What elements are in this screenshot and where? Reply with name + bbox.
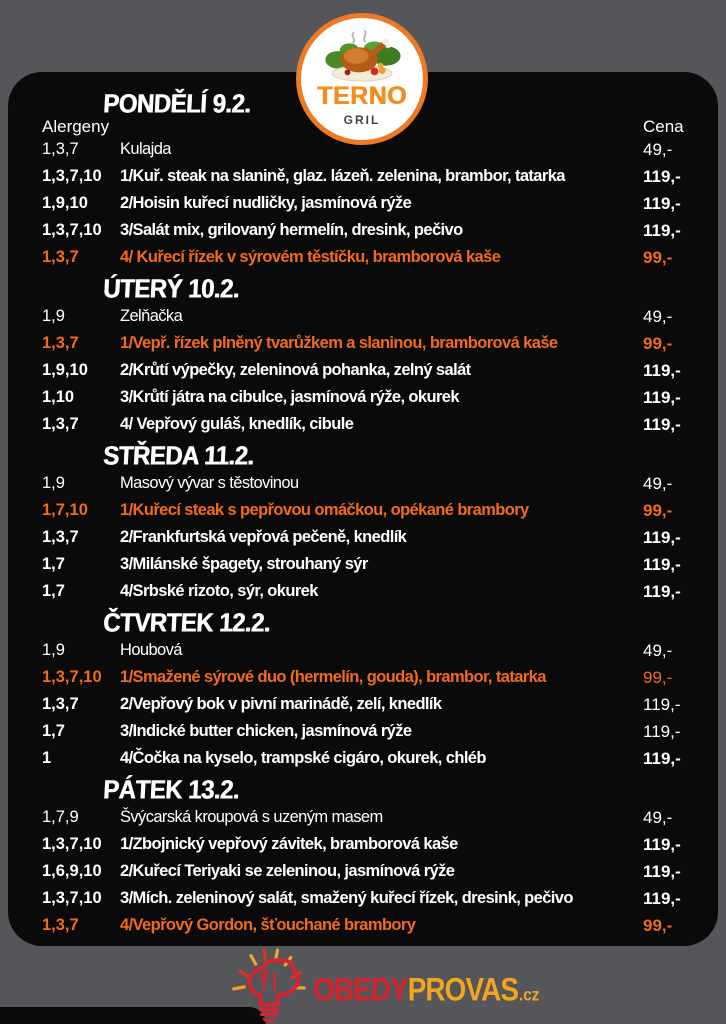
row-dish: Houbová bbox=[120, 641, 182, 659]
row-price: 119,- bbox=[643, 387, 681, 407]
row-price: 119,- bbox=[643, 888, 681, 908]
footer-brand-tld: .cz bbox=[518, 984, 540, 1005]
row-allergens: 1,7,10 bbox=[42, 501, 88, 519]
row-dish: Švýcarská kroupová s uzeným masem bbox=[120, 808, 383, 826]
row-allergens: 1,3,7 bbox=[42, 695, 79, 713]
row-allergens: 1,3,7 bbox=[42, 140, 79, 158]
row-allergens: 1,6,9,10 bbox=[42, 862, 102, 880]
row-price: 99,- bbox=[643, 500, 673, 520]
menu-row bbox=[42, 885, 718, 912]
row-allergens: 1,7 bbox=[42, 722, 65, 740]
row-price: 49,- bbox=[643, 807, 673, 827]
row-allergens: 1,3,7,10 bbox=[42, 221, 102, 239]
row-dish: Kulajda bbox=[120, 140, 171, 158]
row-dish: 4/Čočka na kyselo, trampské cigáro, okurek, chléb bbox=[120, 749, 486, 767]
row-price: 119,- bbox=[643, 581, 681, 601]
menu-row bbox=[42, 637, 718, 664]
menu-row bbox=[42, 858, 718, 885]
day-header: STŘEDA 11.2. bbox=[102, 441, 255, 472]
row-price: 119,- bbox=[643, 694, 681, 714]
menu-section-5 bbox=[8, 775, 718, 939]
next-card-sliver bbox=[0, 1007, 266, 1024]
allergens-column-label: Alergeny bbox=[42, 117, 110, 136]
row-dish: 4/ Vepřový guláš, knedlík, cibule bbox=[120, 415, 354, 433]
price-column-label: Cena bbox=[643, 117, 684, 136]
row-allergens: 1,7,9 bbox=[42, 808, 79, 826]
row-allergens: 1,3,7,10 bbox=[42, 668, 102, 686]
menu-row bbox=[42, 718, 718, 745]
chef-hat-bulb-icon bbox=[231, 948, 307, 1024]
row-price: 119,- bbox=[643, 193, 681, 213]
row-allergens: 1,3,7 bbox=[42, 334, 79, 352]
row-dish: Zelňačka bbox=[120, 307, 183, 325]
row-allergens: 1,3,7,10 bbox=[42, 889, 102, 907]
menu-row bbox=[42, 384, 718, 411]
row-allergens: 1,9 bbox=[42, 307, 65, 325]
menu-row bbox=[42, 664, 718, 691]
menu-row bbox=[42, 912, 718, 939]
row-allergens: 1,9 bbox=[42, 641, 65, 659]
row-price: 99,- bbox=[643, 333, 673, 353]
menu-section-3 bbox=[8, 441, 718, 605]
menu-row bbox=[42, 330, 718, 357]
row-dish: 2/Vepřový bok v pivní marinádě, zelí, knedlík bbox=[120, 695, 442, 713]
row-dish: 1/Kuř. steak na slanině, glaz. lázeň. zelenina, brambor, tatarka bbox=[120, 167, 565, 185]
day-header: PONDĚLÍ 9.2. bbox=[102, 89, 252, 120]
menu-row bbox=[42, 497, 718, 524]
footer-brand bbox=[231, 948, 565, 1024]
row-allergens: 1,3,7 bbox=[42, 248, 79, 266]
row-allergens: 1,9,10 bbox=[42, 194, 88, 212]
day-header: ČTVRTEK 12.2. bbox=[102, 608, 271, 639]
row-allergens: 1,3,7,10 bbox=[42, 167, 102, 185]
row-allergens: 1,9 bbox=[42, 474, 65, 492]
row-price: 49,- bbox=[643, 640, 673, 660]
row-dish: 3/Salát mix, grilovaný hermelín, dresink, pečivo bbox=[120, 221, 463, 239]
row-allergens: 1,3,7 bbox=[42, 415, 79, 433]
row-price: 119,- bbox=[643, 414, 681, 434]
row-dish: 1/Smažené sýrové duo (hermelín, gouda), brambor, tatarka bbox=[120, 668, 546, 686]
menu-row bbox=[42, 804, 718, 831]
row-price: 119,- bbox=[643, 360, 681, 380]
row-allergens: 1,10 bbox=[42, 388, 75, 406]
day-header: PÁTEK 13.2. bbox=[102, 775, 240, 806]
menu-row bbox=[42, 831, 718, 858]
row-dish: 1/Zbojnický vepřový závitek, bramborová kaše bbox=[120, 835, 458, 853]
row-dish: 3/Milánské špagety, strouhaný sýr bbox=[120, 555, 368, 573]
row-price: 119,- bbox=[643, 554, 681, 574]
footer-wordmark bbox=[313, 970, 540, 1008]
row-dish: 2/Frankfurtská vepřová pečeně, knedlík bbox=[120, 528, 407, 546]
row-allergens: 1,3,7,10 bbox=[42, 835, 102, 853]
menu-section-4 bbox=[8, 608, 718, 772]
row-allergens: 1,3,7 bbox=[42, 916, 79, 934]
row-allergens: 1,9,10 bbox=[42, 361, 88, 379]
row-dish: 1/Kuřecí steak s pepřovou omáčkou, opékané brambory bbox=[120, 501, 529, 519]
row-dish: 3/Mích. zeleninový salát, smažený kuřecí řízek, dresink, pečivo bbox=[120, 889, 573, 907]
row-allergens: 1 bbox=[42, 749, 52, 767]
row-dish: 3/Krůtí játra na cibulce, jasmínová rýže, okurek bbox=[120, 388, 459, 406]
row-dish: 2/Krůtí výpečky, zeleninová pohanka, zelný salát bbox=[120, 361, 471, 379]
row-dish: 3/Indické butter chicken, jasmínová rýže bbox=[120, 722, 412, 740]
menu-row bbox=[42, 190, 718, 217]
menu-row bbox=[42, 691, 718, 718]
menu-row bbox=[42, 163, 718, 190]
restaurant-logo-badge bbox=[296, 13, 428, 145]
row-price: 49,- bbox=[643, 139, 673, 159]
menu-row bbox=[42, 244, 718, 271]
menu-row bbox=[42, 217, 718, 244]
row-price: 119,- bbox=[643, 861, 681, 881]
row-dish: 2/Kuřecí Teriyaki se zeleninou, jasmínová rýže bbox=[120, 862, 455, 880]
menu-card bbox=[8, 72, 718, 946]
row-price: 119,- bbox=[643, 748, 681, 768]
menu-section-2 bbox=[8, 274, 718, 438]
logo-subtitle: GRIL bbox=[343, 113, 381, 127]
logo-name: TERNO bbox=[317, 82, 407, 110]
row-price: 119,- bbox=[643, 166, 681, 186]
row-allergens: 1,7 bbox=[42, 555, 65, 573]
row-dish: 4/Srbské rizoto, sýr, okurek bbox=[120, 582, 318, 600]
menu-row bbox=[42, 470, 718, 497]
row-price: 99,- bbox=[643, 667, 673, 687]
row-price: 99,- bbox=[643, 915, 673, 935]
menu-row bbox=[42, 745, 718, 772]
menu-row bbox=[42, 524, 718, 551]
row-price: 49,- bbox=[643, 306, 673, 326]
row-dish: Masový vývar s těstovinou bbox=[120, 474, 299, 492]
menu-sections bbox=[8, 89, 718, 939]
roast-chicken-platter-icon bbox=[317, 27, 407, 83]
row-price: 119,- bbox=[643, 527, 681, 547]
menu-row bbox=[42, 578, 718, 605]
menu-row bbox=[42, 357, 718, 384]
menu-row bbox=[42, 303, 718, 330]
row-allergens: 1,3,7 bbox=[42, 528, 79, 546]
footer-brand-secondary: PROVAS bbox=[407, 970, 519, 1008]
footer-brand-primary: OBEDY bbox=[313, 970, 408, 1008]
menu-row bbox=[42, 411, 718, 438]
row-price: 99,- bbox=[643, 247, 673, 267]
row-price: 119,- bbox=[643, 220, 681, 240]
row-dish: 2/Hoisin kuřecí nudličky, jasmínová rýže bbox=[120, 194, 412, 212]
row-price: 119,- bbox=[643, 834, 681, 854]
row-dish: 4/Vepřový Gordon, šťouchané brambory bbox=[120, 916, 416, 934]
row-dish: 1/Vepř. řízek plněný tvarůžkem a slaninou, bramborová kaše bbox=[120, 334, 558, 352]
row-price: 49,- bbox=[643, 473, 673, 493]
row-allergens: 1,7 bbox=[42, 582, 65, 600]
row-price: 119,- bbox=[643, 721, 681, 741]
row-dish: 4/ Kuřecí řízek v sýrovém těstíčku, bramborová kaše bbox=[120, 248, 501, 266]
day-header: ÚTERÝ 10.2. bbox=[102, 274, 240, 305]
menu-row bbox=[42, 551, 718, 578]
